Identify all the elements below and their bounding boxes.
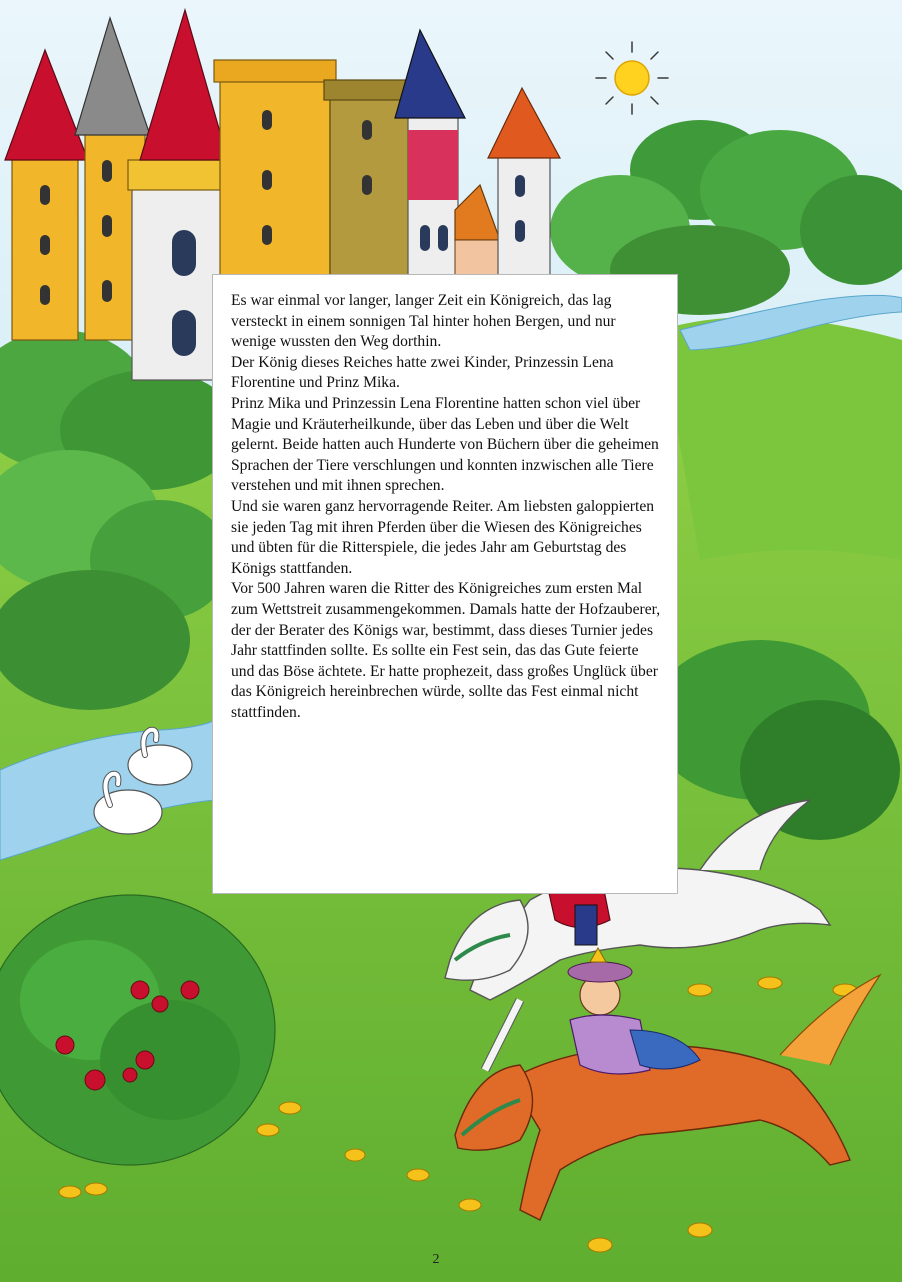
story-text-box — [212, 274, 678, 894]
story-paragraph: Und sie waren ganz hervorragende Reiter. Am liebsten galoppierten sie jeden Tag mit ihren Pferden über die Wiesen des Königreiches und übten für die Ritterspiele, die jedes Jahr am Geburtstag des Königs stattfanden. — [231, 497, 655, 577]
story-paragraph: Vor 500 Jahren waren die Ritter des Königreiches zum ersten Mal zum Wettstreit zusammengekommen. Damals hatte der Hofzauberer, der der Berater des Königs war, bestimmt, dass dieses Turnier jedes Jahr stattfinden sollte. Es sollte ein Fest sein, das das Gute feierte und das Böse ächtete. Er hatte prophezeit, dass großes Unglück über das Königreich hereinbrechen würde, sollte das Fest einmal nicht stattfinden. — [231, 580, 661, 721]
story-paragraph: Der König dieses Reiches hatte zwei Kinder, Prinzessin Lena Florentine und Prinz Mika. — [231, 353, 614, 392]
story-paragraph: Es war einmal vor langer, langer Zeit ein Königreich, das lag versteckt in einem sonnigen Tal hinter hohen Bergen, und nur wenige wussten den Weg dorthin. — [231, 292, 616, 351]
page-number: 2 — [432, 1252, 440, 1267]
right-hill — [660, 317, 902, 560]
story-paragraph: Prinz Mika und Prinzessin Lena Florentine hatten schon viel über Magie und Kräuterheilkunde, über das Leben und über die Welt gelernt. Beide hatten auch Hunderte von Büchern über die geheimen Sprachen der Tiere verschlungen und konnten inzwischen alle Tiere verstehen und mit ihnen sprechen. — [231, 394, 659, 495]
rose-bush — [0, 895, 275, 1165]
